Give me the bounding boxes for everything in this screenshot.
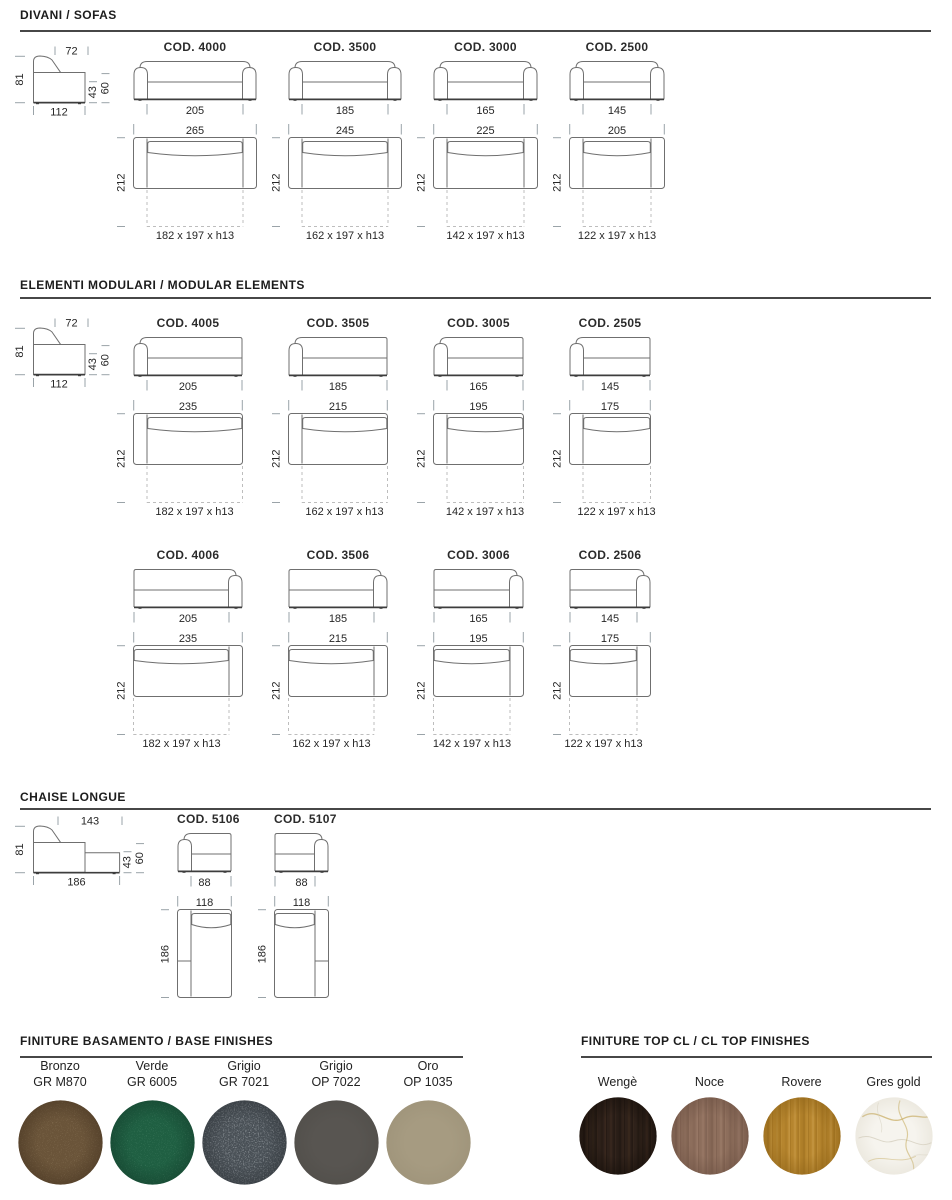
front-view-drawing xyxy=(569,334,651,377)
front-view-drawing xyxy=(133,58,257,101)
overall-width-dim xyxy=(288,121,402,137)
depth-dim-label: 212 xyxy=(115,173,128,192)
bed-dimensions: 142 x 197 x h13 xyxy=(445,506,525,518)
bed-dimensions: 162 x 197 x h13 xyxy=(292,738,371,750)
finish-name: Gres gold xyxy=(866,1075,921,1089)
top-view-drawing xyxy=(113,413,243,504)
front-width-dim xyxy=(274,873,329,889)
overall-width-dim xyxy=(433,397,524,413)
width-dim-label: 145 xyxy=(607,105,627,117)
width-dim-label: 215 xyxy=(328,401,348,413)
section-rule xyxy=(20,297,931,299)
finish-code: GR M870 xyxy=(33,1075,87,1089)
overall-width-dim xyxy=(288,397,388,413)
swatch-circle xyxy=(386,1100,471,1185)
swatch-circle xyxy=(579,1097,657,1175)
swatch-circle-wrap xyxy=(572,1097,663,1175)
top-view-drawing xyxy=(413,137,538,228)
section-rule xyxy=(20,30,931,32)
front-view-drawing xyxy=(433,58,538,101)
product-column xyxy=(256,812,337,999)
top-view-drawing xyxy=(268,413,388,504)
front-view-drawing xyxy=(433,566,524,609)
width-dim-label: 185 xyxy=(335,105,355,117)
bed-dimensions: 142 x 197 x h13 xyxy=(432,738,512,750)
depth-dim-label: 212 xyxy=(270,681,283,700)
swatch-circle-wrap xyxy=(382,1100,474,1185)
depth-dim-label: 212 xyxy=(551,449,564,468)
depth-dim-label: 212 xyxy=(270,173,283,192)
finish-swatch xyxy=(382,1058,474,1185)
width-dim-label: 185 xyxy=(328,381,348,393)
dim-label: 72 xyxy=(65,45,78,58)
top-view-drawing xyxy=(413,413,524,504)
width-dim-label: 88 xyxy=(198,877,211,889)
overall-width-dim xyxy=(433,121,538,137)
front-width-dim xyxy=(569,101,665,117)
width-dim-label: 225 xyxy=(476,125,495,137)
finish-name: Wengè xyxy=(597,1075,638,1089)
section-title: ELEMENTI MODULARI / MODULAR ELEMENTS xyxy=(20,278,305,292)
swatch-circle xyxy=(202,1100,287,1185)
product-code: COD. 2506 xyxy=(578,548,642,562)
width-dim-label: 235 xyxy=(178,633,198,645)
top-view-drawing xyxy=(268,645,388,736)
finish-name: Noce xyxy=(694,1075,725,1089)
front-view-drawing xyxy=(133,566,243,609)
width-dim-label: 205 xyxy=(607,125,627,137)
finish-code: GR 6005 xyxy=(126,1075,178,1089)
width-dim-label: 88 xyxy=(295,877,308,889)
finish-swatch xyxy=(848,1074,939,1175)
width-dim-label: 265 xyxy=(185,125,205,137)
finish-name: Rovere xyxy=(781,1075,822,1089)
width-dim-label: 205 xyxy=(178,381,198,393)
overall-width-dim xyxy=(274,893,329,909)
dim-label: 112 xyxy=(50,106,68,119)
top-view-drawing xyxy=(549,137,665,228)
front-width-dim xyxy=(133,609,243,625)
top-view-drawing xyxy=(113,645,243,736)
dim-label: 60 xyxy=(99,82,112,95)
depth-dim-label: 212 xyxy=(415,681,428,700)
top-view-drawing xyxy=(268,137,402,228)
dim-label: 81 xyxy=(14,843,26,856)
overall-width-dim xyxy=(133,629,243,645)
width-dim-label: 145 xyxy=(600,613,620,625)
product-column xyxy=(551,40,665,244)
side-view-drawing xyxy=(13,44,143,128)
width-dim-label: 165 xyxy=(476,105,495,117)
width-dim-label: 195 xyxy=(469,633,488,645)
front-view-drawing xyxy=(288,58,402,101)
product-column xyxy=(551,548,651,752)
finish-name: Verde xyxy=(135,1059,169,1073)
dim-label: 81 xyxy=(14,73,26,86)
product-code: COD. 3006 xyxy=(447,548,510,562)
width-dim-label: 245 xyxy=(335,125,355,137)
width-dim-label: 118 xyxy=(292,897,311,909)
width-dim-label: 145 xyxy=(600,381,620,393)
front-width-dim xyxy=(133,101,257,117)
front-view-drawing xyxy=(274,830,329,873)
section-title: CHAISE LONGUE xyxy=(20,790,126,804)
section-title: DIVANI / SOFAS xyxy=(20,8,117,22)
finish-swatch xyxy=(106,1058,198,1185)
product-code: COD. 3005 xyxy=(447,316,510,330)
overall-width-dim xyxy=(133,121,257,137)
front-view-drawing xyxy=(569,566,651,609)
product-code: COD. 4000 xyxy=(163,40,227,54)
front-width-dim xyxy=(288,609,388,625)
swatch-circle-wrap xyxy=(848,1097,939,1175)
swatch-circle xyxy=(855,1097,933,1175)
front-view-drawing xyxy=(433,334,524,377)
section-title: FINITURE TOP CL / CL TOP FINISHES xyxy=(581,1034,810,1048)
depth-dim-label: 212 xyxy=(270,449,283,468)
depth-dim-label: 212 xyxy=(551,173,564,192)
front-width-dim xyxy=(133,377,243,393)
overall-width-dim xyxy=(569,397,651,413)
product-column xyxy=(270,316,388,520)
dim-label: 81 xyxy=(14,345,26,358)
bed-dimensions: 182 x 197 x h13 xyxy=(155,230,235,242)
depth-dim-label: 186 xyxy=(159,945,172,964)
dim-label: 72 xyxy=(65,317,78,330)
bed-dimensions: 122 x 197 x h13 xyxy=(577,506,656,518)
width-dim-label: 185 xyxy=(328,613,348,625)
finish-name: Oro xyxy=(417,1059,439,1073)
bed-dimensions: 182 x 197 x h13 xyxy=(155,506,234,518)
finish-code: OP 7022 xyxy=(311,1075,361,1089)
swatch-circle-wrap xyxy=(290,1100,382,1185)
dim-label: 60 xyxy=(99,354,112,367)
depth-dim-label: 212 xyxy=(415,173,428,192)
front-width-dim xyxy=(569,377,651,393)
swatch-circle xyxy=(763,1097,841,1175)
dim-label: 112 xyxy=(50,378,68,391)
top-view-drawing xyxy=(413,645,524,736)
top-view-drawing xyxy=(549,645,651,736)
finish-swatch xyxy=(198,1058,290,1185)
depth-dim-label: 212 xyxy=(115,681,128,700)
product-column xyxy=(270,548,388,752)
section-rule xyxy=(581,1056,932,1058)
swatch-circle xyxy=(294,1100,379,1185)
swatch-circle xyxy=(18,1100,103,1185)
front-width-dim xyxy=(433,377,524,393)
dim-label: 43 xyxy=(87,86,99,99)
front-width-dim xyxy=(433,101,538,117)
top-view-drawing xyxy=(254,909,329,999)
top-view-drawing xyxy=(157,909,232,999)
finish-code: OP 1035 xyxy=(403,1075,453,1089)
bed-dimensions: 162 x 197 x h13 xyxy=(305,506,384,518)
front-view-drawing xyxy=(288,566,388,609)
product-code: COD. 3505 xyxy=(306,316,370,330)
product-code: COD. 3500 xyxy=(313,40,377,54)
front-width-dim xyxy=(569,609,651,625)
depth-dim-label: 212 xyxy=(551,681,564,700)
finish-name: Grigio xyxy=(227,1059,261,1073)
depth-dim-label: 212 xyxy=(115,449,128,468)
bed-dimensions: 142 x 197 x h13 xyxy=(446,230,525,242)
width-dim-label: 205 xyxy=(185,105,205,117)
width-dim-label: 195 xyxy=(469,401,488,413)
front-width-dim xyxy=(177,873,232,889)
product-code: COD. 2500 xyxy=(585,40,649,54)
top-view-drawing xyxy=(549,413,651,504)
front-width-dim xyxy=(288,101,402,117)
bed-dimensions: 122 x 197 x h13 xyxy=(564,738,643,750)
side-view-drawing xyxy=(13,814,163,898)
front-view-drawing xyxy=(288,334,388,377)
product-column xyxy=(551,316,656,520)
side-view-drawing xyxy=(13,316,143,400)
top-view-drawing xyxy=(113,137,257,228)
finish-name: Grigio xyxy=(319,1059,353,1073)
product-column xyxy=(115,316,243,520)
width-dim-label: 175 xyxy=(600,401,620,413)
product-code: COD. 5107 xyxy=(274,812,337,826)
bed-dimensions: 182 x 197 x h13 xyxy=(142,738,221,750)
dim-label: 186 xyxy=(67,876,86,889)
width-dim-label: 205 xyxy=(178,613,198,625)
front-view-drawing xyxy=(569,58,665,101)
finish-swatch xyxy=(290,1058,382,1185)
bed-dimensions: 162 x 197 x h13 xyxy=(305,230,385,242)
section-rule xyxy=(20,808,931,810)
overall-width-dim xyxy=(133,397,243,413)
product-column xyxy=(115,548,243,752)
width-dim-label: 165 xyxy=(469,381,488,393)
swatch-circle-wrap xyxy=(106,1100,198,1185)
product-column xyxy=(415,548,524,752)
dim-label: 60 xyxy=(134,852,146,865)
swatch-circle-wrap xyxy=(14,1100,106,1185)
front-view-drawing xyxy=(177,830,232,873)
product-code: COD. 3506 xyxy=(306,548,370,562)
product-code: COD. 4006 xyxy=(156,548,220,562)
section-title: FINITURE BASAMENTO / BASE FINISHES xyxy=(20,1034,274,1048)
swatch-circle xyxy=(671,1097,749,1175)
depth-dim-label: 186 xyxy=(256,945,269,964)
product-column xyxy=(415,316,525,520)
front-width-dim xyxy=(288,377,388,393)
finish-name: Bronzo xyxy=(40,1059,80,1073)
swatch-circle-wrap xyxy=(664,1097,755,1175)
dim-label: 43 xyxy=(87,358,99,371)
product-column xyxy=(270,40,402,244)
finish-code: GR 7021 xyxy=(218,1075,270,1089)
width-dim-label: 118 xyxy=(195,897,214,909)
swatch-circle-wrap xyxy=(198,1100,290,1185)
front-width-dim xyxy=(433,609,524,625)
product-code: COD. 3000 xyxy=(454,40,517,54)
overall-width-dim xyxy=(569,121,665,137)
bed-dimensions: 122 x 197 x h13 xyxy=(577,230,657,242)
finish-swatch xyxy=(756,1074,847,1175)
width-dim-label: 165 xyxy=(469,613,488,625)
swatch-circle xyxy=(110,1100,195,1185)
overall-width-dim xyxy=(177,893,232,909)
overall-width-dim xyxy=(433,629,524,645)
product-code: COD. 5106 xyxy=(177,812,240,826)
width-dim-label: 235 xyxy=(178,401,198,413)
depth-dim-label: 212 xyxy=(415,449,428,468)
swatch-circle-wrap xyxy=(756,1097,847,1175)
product-code: COD. 2505 xyxy=(578,316,642,330)
product-column xyxy=(159,812,240,999)
product-column xyxy=(415,40,538,244)
overall-width-dim xyxy=(569,629,651,645)
width-dim-label: 175 xyxy=(600,633,620,645)
finish-swatch xyxy=(664,1074,755,1175)
product-column xyxy=(115,40,257,244)
product-code: COD. 4005 xyxy=(156,316,220,330)
width-dim-label: 215 xyxy=(328,633,348,645)
finish-swatch xyxy=(14,1058,106,1185)
dim-label: 143 xyxy=(80,815,100,828)
front-view-drawing xyxy=(133,334,243,377)
dim-label: 43 xyxy=(121,856,134,869)
overall-width-dim xyxy=(288,629,388,645)
finish-swatch xyxy=(572,1074,663,1175)
